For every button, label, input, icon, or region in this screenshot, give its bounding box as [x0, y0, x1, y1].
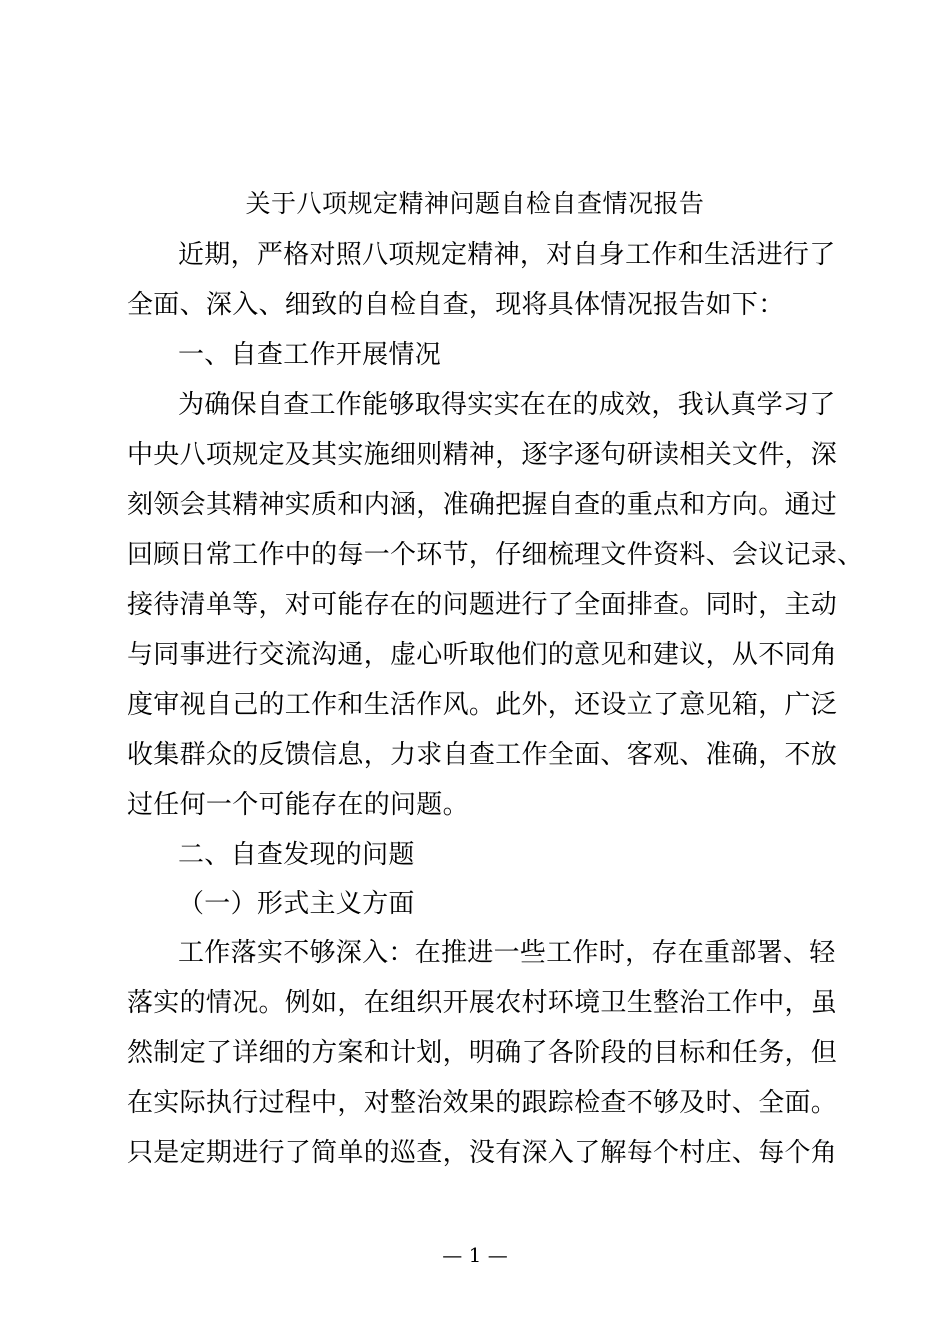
paragraph-line: 然制定了详细的方案和计划，明确了各阶段的目标和任务，但	[127, 1038, 838, 1068]
paragraph-line: 只是定期进行了简单的巡查，没有深入了解每个村庄、每个角	[127, 1138, 838, 1168]
paragraph-line: 在实际执行过程中，对整治效果的跟踪检查不够及时、全面。	[127, 1088, 838, 1118]
subsection-heading: （一）形式主义方面	[178, 889, 415, 919]
paragraph-line: 度审视自己的工作和生活作风。此外，还设立了意见箱，广泛	[127, 690, 838, 720]
paragraph-line: 中央八项规定及其实施细则精神，逐字逐句研读相关文件，深	[127, 440, 838, 470]
paragraph-line: 回顾日常工作中的每一个环节，仔细梳理文件资料、会议记录、	[127, 540, 864, 570]
section-heading: 二、自查发现的问题	[178, 840, 415, 870]
document-title: 关于八项规定精神问题自检自查情况报告	[245, 189, 705, 218]
paragraph-line: 接待清单等，对可能存在的问题进行了全面排查。同时，主动	[127, 590, 838, 620]
paragraph-line: 刻领会其精神实质和内涵，准确把握自查的重点和方向。通过	[127, 490, 838, 520]
paragraph-line: 与同事进行交流沟通，虚心听取他们的意见和建议，从不同角	[127, 640, 838, 670]
paragraph-line: 为确保自查工作能够取得实实在在的成效，我认真学习了	[178, 390, 836, 420]
paragraph-line: 收集群众的反馈信息，力求自查工作全面、客观、准确，不放	[127, 740, 838, 770]
paragraph-line: 工作落实不够深入：在推进一些工作时，存在重部署、轻	[178, 938, 836, 968]
paragraph-line: 过任何一个可能存在的问题。	[127, 790, 469, 820]
paragraph-line: 落实的情况。例如，在组织开展农村环境卫生整治工作中，虽	[127, 988, 838, 1018]
section-heading: 一、自查工作开展情况	[178, 340, 442, 370]
page-number: — 1 —	[442, 1243, 508, 1267]
paragraph-line: 全面、深入、细致的自检自查，现将具体情况报告如下：	[127, 290, 785, 320]
paragraph-line: 近期，严格对照八项规定精神，对自身工作和生活进行了	[178, 240, 836, 270]
